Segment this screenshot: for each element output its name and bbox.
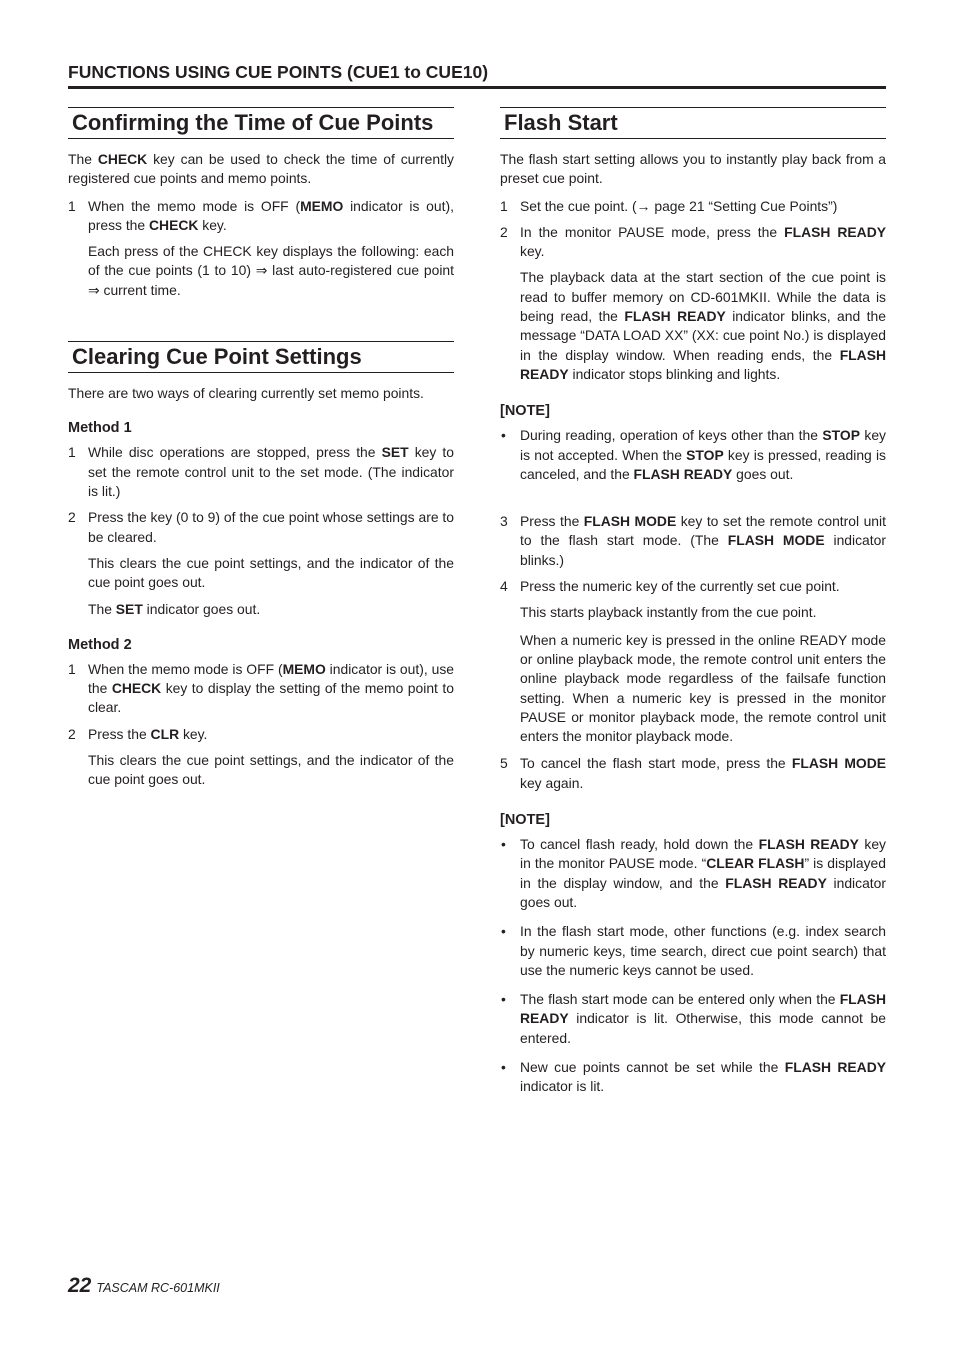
right-column	[500, 107, 886, 1107]
flash-step-4-detail-2: When a numeric key is pressed in the online READY mode or online playback mode, the remote control unit enters the online playback mode regardless of the failsafe function setting. When a numeric key is pressed in the monitor PAUSE or monitor playback mode, the remote control unit enters the monitor playback mode.	[520, 631, 886, 745]
note-2-bullet-2: • In the flash start mode, other functions (e.g. index search by numeric keys, time search, direct cue point search) that use the numeric keys cannot be used.	[501, 923, 886, 978]
confirming-step-1: 1 When the memo mode is OFF (MEMO indicator is out), press the CHECK key.	[68, 197, 454, 233]
note-title-1: [NOTE]	[500, 403, 550, 420]
method-2-step-2: 2 Press the CLR key.	[68, 725, 208, 742]
flash-step-4-detail-1: This starts playback instantly from the cue point.	[520, 604, 817, 621]
flash-step-1: 1 Set the cue point. (→ page 21 “Setting Cue Points”)	[500, 197, 838, 214]
method-2-title: Method 2	[68, 636, 132, 653]
page-footer	[68, 1274, 220, 1298]
method-1-step-1: 1 While disc operations are stopped, press the SET key to set the remote control unit to the set mode. (The indicator is lit.)	[68, 444, 454, 499]
note-title-2: [NOTE]	[500, 812, 550, 829]
page-header: FUNCTIONS USING CUE POINTS (CUE1 to CUE10)	[68, 62, 886, 89]
page-number: 22	[68, 1274, 92, 1297]
flash-step-3: 3 Press the FLASH MODE key to set the remote control unit to the flash start mode. (The FLASH MODE indicator blinks.)	[500, 513, 886, 568]
note-1-bullet-1: • During reading, operation of keys other than the STOP key is not accepted. When the STOP key is pressed, reading is canceled, and the FLASH READY goes out.	[501, 427, 886, 482]
flash-start-intro: The flash start setting allows you to instantly play back from a preset cue point.	[500, 151, 886, 187]
note-2-bullet-4: • New cue points cannot be set while the FLASH READY indicator is lit.	[501, 1058, 887, 1095]
method-2-step-1: 1 When the memo mode is OFF (MEMO indicator is out), use the CHECK key to display the setting of the memo point to clear.	[68, 660, 454, 716]
note-2-bullet-1: • To cancel flash ready, hold down the FLASH READY key in the monitor PAUSE mode. “CLEAR FLASH” is displayed in the display window, and the FLASH READY indicator goes out.	[501, 836, 887, 910]
confirming-intro: The CHECK key can be used to check the time of currently registered cue points and memo points.	[68, 151, 454, 187]
method-1-title: Method 1	[68, 420, 132, 437]
flash-step-5: 5 To cancel the flash start mode, press the FLASH MODE key again.	[500, 755, 886, 791]
section-title-confirming: Confirming the Time of Cue Points	[68, 107, 454, 139]
confirming-step-1-detail: Each press of the CHECK key displays the following: each of the cue points (1 to 10) ⇒ last auto-registered cue point ⇒ current time.	[88, 243, 454, 298]
left-column	[68, 107, 454, 798]
method-1-step-2: 2 Press the key (0 to 9) of the cue point whose settings are to be cleared.	[68, 509, 454, 545]
footer-brand: TASCAM RC-601MKII	[96, 1281, 220, 1295]
flash-step-2-detail: The playback data at the start section of the cue point is read to buffer memory on CD-601MKII. While the data is being read, the FLASH READY indicator blinks, and the message “DATA LOAD XX” (XX: cue point No.) is displayed in the display window. When reading ends, the FLASH READY indicator stops blinking and lights.	[520, 269, 886, 382]
clearing-intro: There are two ways of clearing currently set memo points.	[68, 385, 424, 402]
method-2-step-2-detail: This clears the cue point settings, and the indicator of the cue point goes out.	[88, 751, 454, 788]
flash-step-2: 2 In the monitor PAUSE mode, press the FLASH READY key.	[500, 223, 887, 260]
section-title-flash-start: Flash Start	[500, 107, 886, 139]
method-1-step-2-detail: This clears the cue point settings, and the indicator of the cue point goes out.	[88, 554, 454, 591]
note-2-bullet-3: • The flash start mode can be entered only when the FLASH READY indicator is lit. Otherwise, this mode cannot be entered.	[501, 991, 886, 1046]
section-title-clearing: Clearing Cue Point Settings	[68, 341, 454, 373]
flash-step-4: 4 Press the numeric key of the currently set cue point.	[500, 578, 840, 595]
method-1-step-2-set-note: The SET indicator goes out.	[88, 601, 261, 618]
